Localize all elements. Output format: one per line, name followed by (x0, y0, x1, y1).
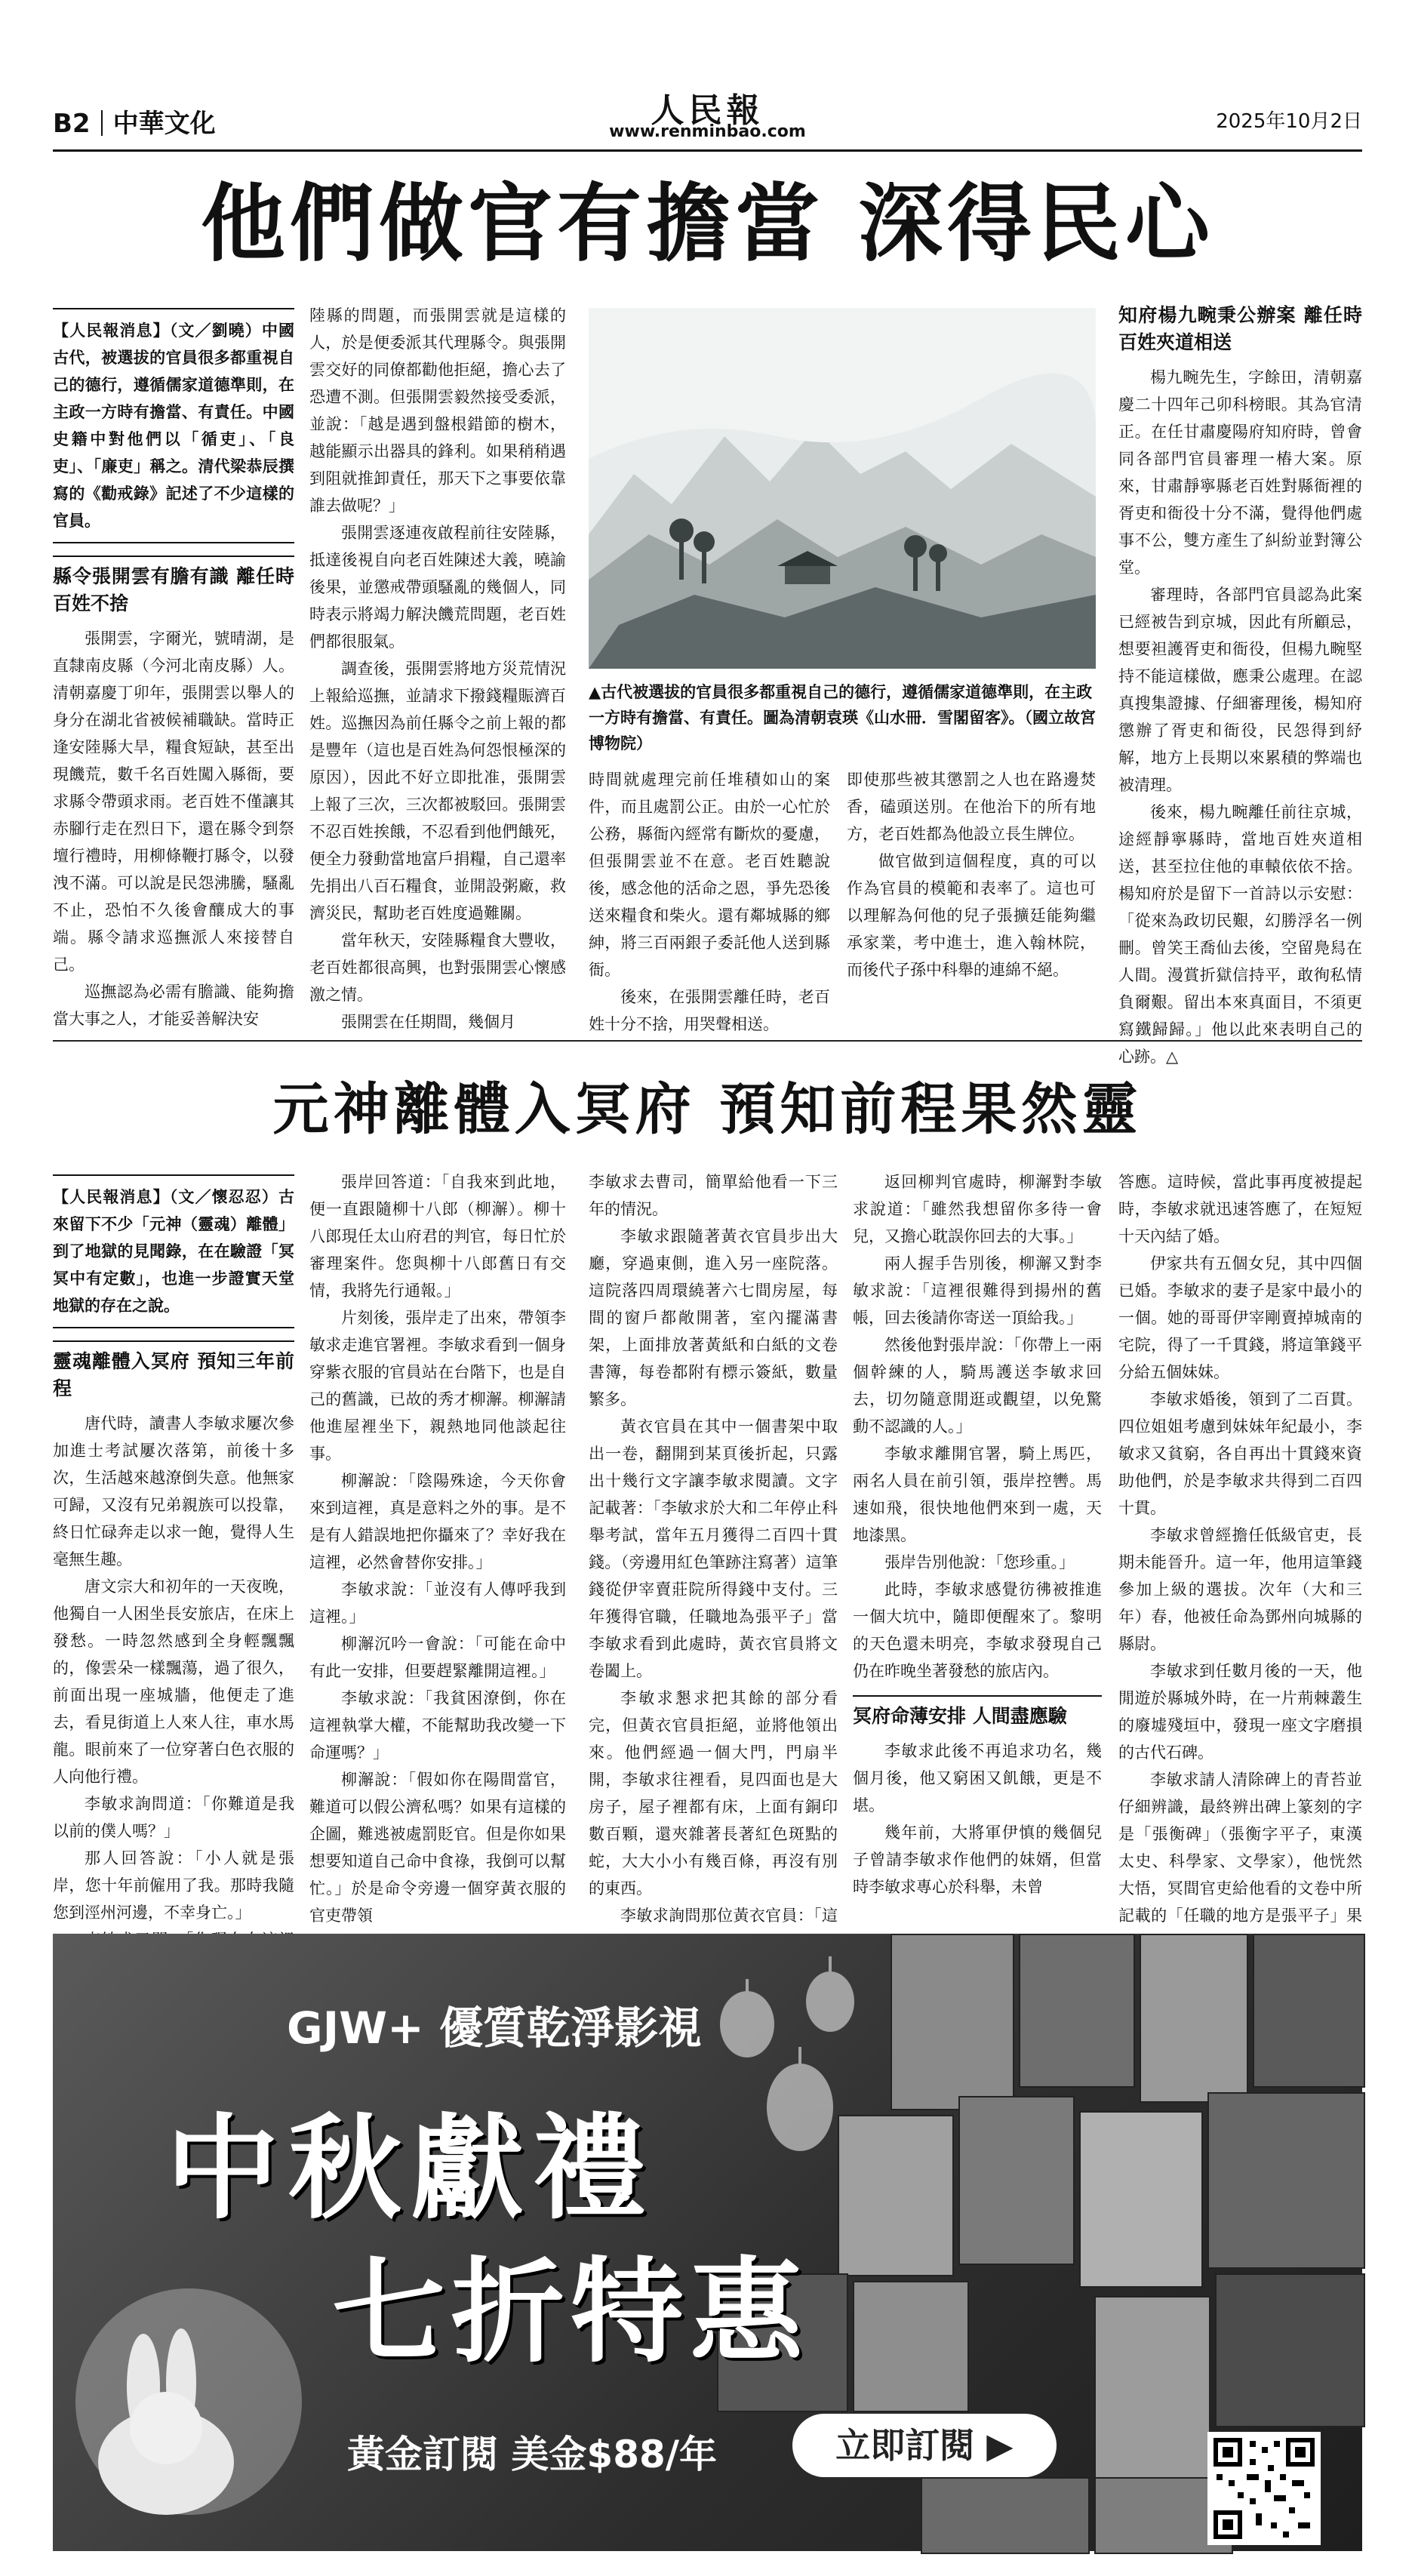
paragraph: 李敏求跟隨著黃衣官員步出大廳，穿過東側，進入另一座院落。這院落四周環繞著六七間房屋，每間的窗戶都敞開著，室內擺滿書架，上面排放著黃紙和白紙的文卷書簿，每卷都附有標示簽紙，數量繁多。 (589, 1227, 838, 1408)
article1-subhead-2: 知府楊九畹秉公辦案 離任時百姓夾道相送 (1118, 304, 1362, 353)
paragraph: 即使那些被其懲罰之人也在路邊焚香，磕頭送別。在他治下的所有地方，老百姓都為他設立長生牌位。 (847, 771, 1096, 843)
paragraph: 唐文宗大和初年的一天夜晚，他獨自一人困坐長安旅店，在床上發愁。一時忽然感到全身輕飄飄的，像雲朵一樣飄蕩，過了很久，前面出現一座城牆，他便走了進去，看見街道上人來人往，車水馬龍。眼前來了一位穿著白色衣服的人向他行禮。 (53, 1577, 294, 1786)
movie-poster[interactable] (853, 2281, 969, 2412)
movie-poster[interactable] (1019, 1934, 1135, 2088)
article2-col4 (853, 1168, 1102, 1908)
paragraph: 時間就處理完前任堆積如山的案件，而且處罰公正。由於一心忙於公務，縣衙內經常有斷炊的憂慮，但張開雲並不在意。老百姓聽說後，感念他的活命之恩，爭先恐後送來糧食和柴火。還有鄰城縣的鄉紳，將三百兩銀子委託他人送到縣衙。 (589, 771, 830, 979)
paragraph: 幾年前，大將軍伊慎的幾個兒子曾請李敏求作他們的妹婿，但當時李敏求專心於科舉，未曾 (853, 1824, 1102, 1896)
movie-poster[interactable] (1215, 2273, 1365, 2427)
paragraph: 答應。這時候，當此事再度被提起時，李敏求就迅速答應了，在短短十天內結了婚。 (1118, 1173, 1362, 1245)
paragraph: 巡撫認為必需有膽識、能夠擔當大事之人，才能妥善解決安 (53, 983, 294, 1028)
movie-poster[interactable] (1207, 2092, 1365, 2269)
paragraph: 李敏求婚後，領到了二百貫。四位姐姐考慮到妹妹年紀最小，李敏求又貧窮，各自再出十貫錢來資助他們，於是李敏求共得到二百四十貫。 (1118, 1390, 1362, 1517)
article2-col1 (53, 1174, 294, 1922)
section-divider (53, 1040, 1362, 1042)
movie-poster[interactable] (1079, 2111, 1203, 2288)
article1-col1 (53, 308, 294, 1028)
qr-code[interactable] (1207, 2432, 1321, 2545)
landscape-painting (589, 308, 1096, 669)
article1-subhead-1: 縣令張開雲有膽有識 離任時百姓不捨 (53, 556, 294, 617)
paragraph: 此時，李敏求感覺彷彿被推進一個大坑中，隨即便醒來了。黎明的天色還未明亮，李敏求發現自己仍在昨晚坐著發愁的旅店內。 (853, 1580, 1102, 1680)
paragraph: 唐代時，讀書人李敏求屢次參加進士考試屢次落第，前後十多次，生活越來越潦倒失意。他無家可歸，又沒有兄弟親族可以投靠，終日忙碌奔走以求一飽，覺得人生毫無生趣。 (53, 1414, 294, 1568)
subscribe-button[interactable]: 立即訂閱 ▶ (792, 2414, 1057, 2477)
page-header (53, 89, 1362, 152)
paragraph: 那人回答說：「小人就是張岸，您十年前僱用了我。那時我隨您到涇州河邊，不幸身亡。」 (53, 1849, 294, 1922)
paragraph: 後來，楊九畹離任前往京城，途經靜寧縣時，當地百姓夾道相送，甚至拉住他的車轅依依不捨。楊知府於是留下一首詩以示安慰：「從來為政切民艱，幻勝浮名一例刪。曾笑王喬仙去後，空留鳧舄在人間。漫賞折獄信持平，敢徇私情負爾艱。留出本來真面目，不須更寫鐵歸歸。」他以此來表明自己的心跡。△ (1118, 803, 1362, 1066)
paragraph: 柳澥說：「陰陽殊途，今天你會來到這裡，真是意料之外的事。是不是有人錯誤地把你攝來了？幸好我在這裡，必然會替你安排。」 (309, 1472, 566, 1571)
paragraph: 李敏求到任數月後的一天，他閒遊於縣城外時，在一片荊棘叢生的廢墟殘垣中，發現一座文字磨損的古代石碑。 (1118, 1662, 1362, 1762)
snow-mountain-image (589, 308, 1096, 669)
ad-headline-2: 七折特惠 (332, 2247, 810, 2378)
paragraph: 返回柳判官處時，柳澥對李敏求說道：「雖然我想留你多待一會兒，又擔心耽誤你回去的大事。」 (853, 1173, 1102, 1245)
paragraph: 張開雲在任期間，幾個月 (341, 1013, 515, 1031)
paragraph: 陸縣的問題，而張開雲就是這樣的人，於是便委派其代理縣令。與張開雲交好的同僚都勸他拒絕，擔心去了恐遭不測。但張開雲毅然接受委派，並說：「越是遇到盤根錯節的樹木，越能顯示出器具的鋒利。如果稍稍遇到阻就推卸責任，那天下之事要依靠誰去做呢？」 (309, 306, 566, 515)
article1-col4 (847, 766, 1096, 1005)
paragraph: 李敏求此後不再追求功名，幾個月後，他又窮困又飢餓，更是不堪。 (853, 1742, 1102, 1814)
paragraph: 兩人握手告別後，柳澥又對李敏求說：「這裡很難得到揚州的舊帳，回去後請你寄送一頂給我。」 (853, 1254, 1102, 1327)
paragraph: 李敏求懇求把其餘的部分看完，但黃衣官員拒絕，並將他領出來。他們經過一個大門，門扇半開，李敏求往裡看，見四面也是大房子，屋子裡都有床，上面有銅印數百顆，還夾雜著長著紅色斑點的蛇，大大小小有幾百條，再沒有別的東西。 (589, 1689, 838, 1897)
paragraph: 李敏求曾經擔任低級官吏，長期未能晉升。這一年，他用這筆錢參加上級的選拔。次年（大和三年）春，他被任命為鄧州向城縣的縣尉。 (1118, 1526, 1362, 1653)
paragraph: 片刻後，張岸走了出來，帶領李敏求走進官署裡。李敏求看到一個身穿紫衣服的官員站在台階下，也是自己的舊識，已故的秀才柳澥。柳澥請他進屋裡坐下，親熱地同他談起往事。 (309, 1309, 566, 1463)
paragraph: 做官做到這個程度，真的可以作為官員的模範和表率了。這也可以理解為何他的兒子張擴廷能夠繼承家業，考中進士，進入翰林院，而後代子孫中科舉的連綿不絕。 (847, 852, 1096, 979)
issue-date: 2025年10月2日 (1216, 110, 1362, 133)
movie-poster[interactable] (1140, 1934, 1248, 2103)
photo-caption: ▲古代被選拔的官員很多都重視自己的德行，遵循儒家道德準則，在主政一方時有擔當、有責任。圖為清朝袁瑛《山水冊．雪閣留客》。（國立故宮博物院） (589, 683, 1096, 752)
ad-price: 黃金訂閱 美金$88/年 (347, 2433, 718, 2476)
article1-col3 (589, 766, 830, 1033)
movie-poster[interactable] (891, 1934, 1014, 2110)
article2-col2 (309, 1168, 566, 1925)
ad-headline-1: 中秋獻禮 (166, 2104, 656, 2235)
article1-lead: 【人民報消息】（文／劉曉）中國古代，被選拔的官員很多都重視自己的德行，遵循儒家道德準則，在主政一方時有擔當、有責任。中國史籍中對他們以「循吏」、「良吏」、「廉吏」稱之。清代梁恭辰撰寫的《勸戒錄》記述了不少這樣的官員。 (53, 308, 294, 543)
paragraph: 調查後，張開雲將地方災荒情況上報給巡撫，並請求下撥錢糧賑濟百姓。巡撫因為前任縣令之前上報的都是豐年（這也是百姓為何怨恨極深的原因），因此不好立即批准，張開雲上報了三次，三次都被駁回。張開雲不忍百姓挨餓，不忍看到他們餓死，便全力發動當地富戶捐糧，自己還率先捐出八百石糧食，並開設粥廠，救濟災民，幫助老百姓度過難關。 (309, 660, 566, 922)
ad-brand: GJW+ 優質乾淨影視 (287, 2002, 702, 2054)
advertisement-banner[interactable] (53, 1934, 1362, 2551)
paragraph: 當年秋天，安陸縣糧食大豐收，老百姓都很高興，也對張開雲心懷感激之情。 (309, 931, 566, 1004)
newspaper-logo: 人民報 (651, 91, 764, 130)
paragraph: 李敏求詢問那位黃衣官員：「這 (620, 1907, 838, 1925)
article1-col5 (1118, 302, 1362, 1066)
paragraph: 李敏求請人清除碑上的青苔並仔細辨識，最終辨出碑上篆刻的字是「張衡碑」（張衡字平子，東漢太史、科學家、文學家），他恍然大悟，冥間官吏給他看的文卷中所記載的「任職的地方是張平子」果 (1118, 1771, 1362, 1925)
paragraph: 李敏求說：「並沒有人傳呼我到這裡。」 (309, 1580, 566, 1626)
article2-lead: 【人民報消息】（文／懷忍忍）古來留下不少「元神（靈魂）離體」到了地獄的見聞錄，在在驗證「冥冥中有定數」，也進一步證實天堂地獄的存在之說。 (53, 1174, 294, 1328)
article1-col2 (309, 302, 566, 1031)
article2-col3 (589, 1168, 838, 1925)
movie-poster[interactable] (838, 2115, 954, 2276)
paragraph: 李敏求說：「我貧困潦倒，你在這裡執掌大權，不能幫助我改變一下命運嗎？」 (309, 1689, 566, 1762)
article2-headline: 元神離體入冥府 預知前程果然靈 (272, 1077, 1143, 1142)
paragraph: 張岸告別他說：「您珍重。」 (884, 1553, 1075, 1571)
paragraph: 審理時，各部門官員認為此案已經被告到京城，因此有所顧忌，想要袒護胥吏和衙役，但楊九畹堅持不能這樣做，應秉公處理。在認真搜集證據、仔細審理後，楊知府懲辦了胥吏和衙役，民怨得到紓解，地方上長期以來累積的弊端也被清理。 (1118, 586, 1362, 794)
movie-poster[interactable] (1253, 1934, 1365, 2088)
paragraph: 伊家共有五個女兒，其中四個已婚。李敏求的妻子是家中最小的一個。她的哥哥伊宰剛賣掉城南的宅院，得了一千貫錢，將這筆錢平分給五個妹妹。 (1118, 1254, 1362, 1381)
movie-poster[interactable] (958, 2096, 1075, 2265)
section-name: 中華文化 (112, 109, 216, 139)
paragraph: 張開雲，字爾光，號晴湖，是直隸南皮縣（今河北南皮縣）人。清朝嘉慶丁卯年，張開雲以舉人的身分在湖北省被候補職缺。當時正逢安陸縣大旱，糧食短缺，甚至出現饑荒，數千名百姓闖入縣衙，要求縣令帶頭求雨。老百姓不僅讓其赤腳行走在烈日下，還在縣令到祭壇行禮時，用柳條鞭打縣令，以發洩不滿。可以說是民怨沸騰，騷亂不止，恐怕不久後會釀成大的事端。縣令請求巡撫派人來接替自己。 (53, 629, 294, 974)
article2-subhead-1: 靈魂離體入冥府 預知三年前程 (53, 1340, 294, 1402)
article2-subhead-2: 冥府命薄安排 人間盡應驗 (853, 1695, 1102, 1730)
article1-headline: 他們做官有擔當 深得民心 (201, 175, 1214, 273)
paragraph: 楊九畹先生，字餘田，清朝嘉慶二十四年己卯科榜眼。其為官清正。在任甘肅慶陽府知府時，曾會同各部門官員審理一樁大案。原來，甘肅靜寧縣老百姓對縣衙裡的胥吏和衙役十分不滿，覺得他們處事不公，雙方產生了糾紛並對簿公堂。 (1118, 368, 1362, 577)
page-number: B2 (53, 109, 91, 139)
paragraph: 黃衣官員在其中一個書架中取出一卷，翻開到某頁後折起，只露出十幾行文字讓李敏求閱讀。文字記載著：「李敏求於大和二年停止科舉考試，當年五月獲得二百四十貫錢。（旁邊用紅色筆跡注寫著）這筆錢從伊宰賣莊院所得錢中支付。三年獲得官職，任職地為張平子」當李敏求看到此處時，黃衣官員將文卷闔上。 (589, 1417, 838, 1680)
paragraph: 李敏求去曹司，簡單給他看一下三年的情況。 (589, 1173, 838, 1218)
paragraph: 然後他對張岸說：「你帶上一兩個幹練的人，騎馬護送李敏求回去，切勿隨意閒逛或觀望，以免驚動不認識的人。」 (853, 1336, 1102, 1436)
paragraph: 柳澥沉吟一會說：「可能在命中有此一安排，但要趕緊離開這裡。」 (309, 1635, 566, 1680)
paragraph: 張開雲逐連夜啟程前往安陸縣，抵達後視自向老百姓陳述大義，曉諭後果，並懲戒帶頭騷亂的幾個人，同時表示將竭力解決饑荒問題，老百姓們都很服氣。 (309, 524, 566, 651)
movie-poster[interactable] (921, 2477, 1090, 2554)
paragraph: 李敏求離開官署，騎上馬匹，兩名人員在前引領，張岸控轡。馬速如飛，很快地他們來到一處，天地漆黑。 (853, 1445, 1102, 1544)
paragraph: 李敏求詢問道：「你難道是我以前的僕人嗎？」 (53, 1795, 294, 1840)
qr-code-icon (1214, 2438, 1315, 2539)
paragraph: 柳澥說：「假如你在陽間當官，難道可以假公濟私嗎？如果有這樣的企圖，難逃被處罰貶官。但是你如果想要知道自己命中食祿，我倒可以幫忙。」於是命令旁邊一個穿黃衣服的官吏帶領 (309, 1771, 566, 1925)
paragraph: 後來，在張開雲離任時，老百姓十分不捨，用哭聲相送。 (589, 988, 830, 1033)
paragraph: 張岸回答道：「自我來到此地，便一直跟隨柳十八郎（柳澥）。柳十八郎現任太山府君的判官，每日忙於審理案件。您與柳十八郎舊日有交情，我將先行通報。」 (309, 1173, 566, 1300)
article2-col5 (1118, 1168, 1362, 1925)
website-url[interactable]: www.renminbao.com (609, 122, 806, 141)
